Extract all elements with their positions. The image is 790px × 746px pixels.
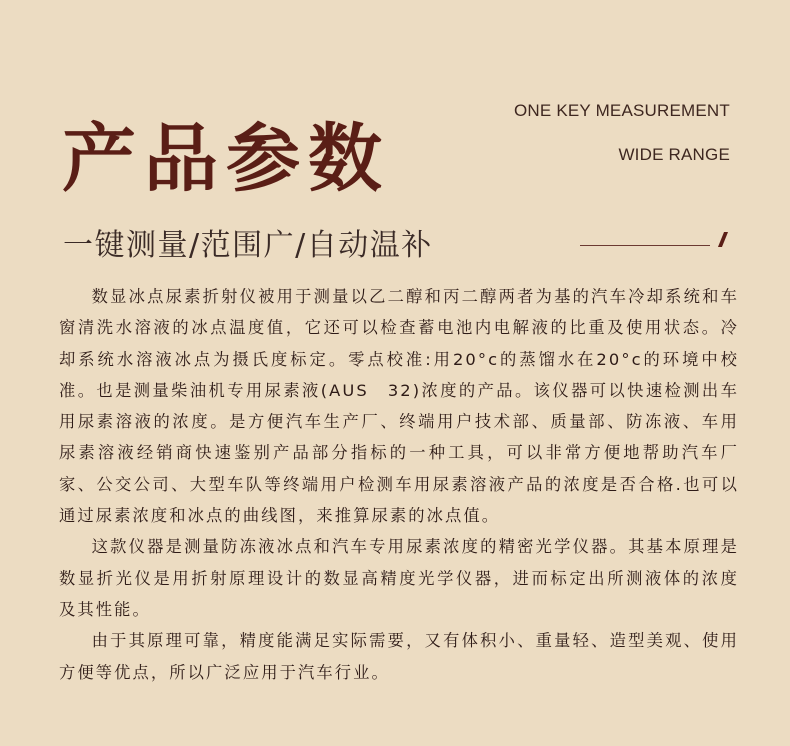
decorative-rule (580, 245, 710, 246)
page-title: 产品参数 (62, 116, 390, 202)
english-tagline-wide-range: WIDE RANGE (618, 145, 730, 164)
description-body (59, 281, 739, 688)
slash-accent-icon (718, 232, 728, 247)
feature-subtitle: 一键测量/范围广/自动温补 (63, 228, 433, 263)
description-paragraph-2: 这款仪器是测量防冻液冰点和汽车专用尿素浓度的精密光学仪器。其基本原理是数显折光仪是用折射原理设计的数显高精度光学仪器，进而标定出所测液体的浓度及其性能。 (59, 537, 739, 619)
description-paragraph-1: 数显冰点尿素折射仪被用于测量以乙二醇和丙二醇两者为基的汽车冷却系统和车窗清洗水溶液的冰点温度值，它还可以检查蓄电池内电解液的比重及使用状态。冷却系统水溶液冰点为摄氏度标定。零点校准:用20°c的蒸馏水在20°c的环境中校准。也是测量柴油机专用尿素液(AUS 32)浓度的产品。该仪器可以快速检测出车用尿素溶液的浓度。是方便汽车生产厂、终端用户技术部、质量部、防冻液、车用尿素溶液经销商快速鉴别产品部分指标的一种工具，可以非常方便地帮助汽车厂家、公交公司、大型车队等终端用户检测车用尿素溶液产品的浓度是否合格.也可以通过尿素浓度和冰点的曲线图，来推算尿素的冰点值。 (59, 287, 739, 526)
english-tagline-one-key: ONE KEY MEASUREMENT (513, 101, 730, 120)
description-paragraph-3: 由于其原理可靠，精度能满足实际需要，又有体积小、重量轻、造型美观、使用方便等优点，所以广泛应用于汽车行业。 (59, 631, 739, 682)
